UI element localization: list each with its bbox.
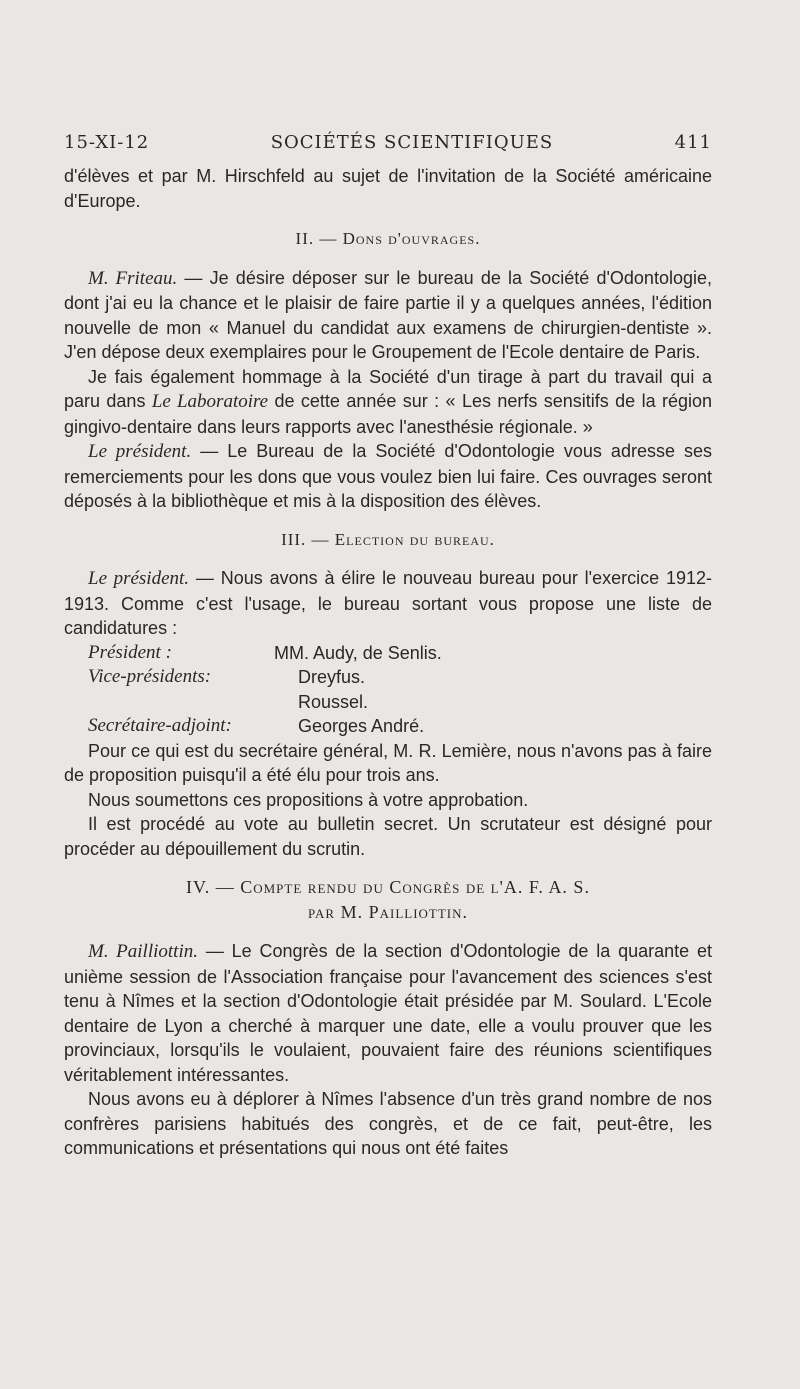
candidate-row <box>64 690 712 715</box>
page-body <box>64 164 712 1161</box>
candidate-row <box>64 641 712 666</box>
paragraph-text: de cette année sur : « Les nerfs sensitifs de la région gingivo-dentaire dans leurs rapports avec l'anesthésie régionale. » <box>64 391 713 437</box>
candidate-row <box>64 665 712 690</box>
paragraph-continuation: d'élèves et par M. Hirschfeld au sujet de l'invitation de la Société américaine d'Europe. <box>64 166 712 211</box>
candidate-row <box>64 714 712 739</box>
paragraph-nimes: Nous avons eu à déplorer à Nîmes l'absence d'un très grand nombre de nos confrères parisiens habitués des congrès, et de ce fait, peut-être, les communications et présentations qui nous ont été faites <box>64 1089 712 1158</box>
paragraph-approbation: Nous soumettons ces propositions à votre approbation. <box>88 789 529 810</box>
speaker-name: M. Friteau. <box>88 267 178 289</box>
paragraph-president-thanks <box>64 439 712 514</box>
paragraph-pailliottin <box>64 939 712 1087</box>
speaker-name: Le président. <box>88 441 192 462</box>
paragraph-hommage <box>64 365 712 440</box>
paragraph-text: — Nous avons à élire le nouveau bureau pour l'exercice 1912-1913. Comme c'est l'usage, le bureau sortant vous propose une liste de candidatures : <box>64 568 713 638</box>
candidate-name: Georges André. <box>298 716 425 736</box>
section-heading-line: par M. Pailliottin. <box>307 902 469 922</box>
candidate-role: Secrétaire-adjoint: <box>88 715 232 736</box>
candidate-name: Roussel. <box>298 691 369 712</box>
paragraph-text: — Le Congrès de la section d'Odontologie de la quarante et unième session de l'Association française pour l'avancement des sciences s'est tenu à Nîmes et la section d'Odontologie était présidée par M. Soulard. L'Ecole dentaire de Lyon a cherché à marquer une date, elle a voulu prouver que les provinciaux, lorsqu'ils le voulaient, pouvaient faire des réunions scientifiques véritablement intéressantes. <box>64 941 712 1085</box>
candidate-role: Vice-présidents: <box>88 666 212 687</box>
candidate-name: Dreyfus. <box>298 667 366 687</box>
candidate-role: Président : <box>88 641 172 663</box>
paragraph-president-election <box>64 566 712 641</box>
paragraph-text: Je fais également hommage à la Société d'un tirage à part du travail qui a paru dans <box>64 366 712 411</box>
speaker-name: Le président. <box>88 568 190 589</box>
paragraph-text: — Le Bureau de la Société d'Odontologie vous adresse ses remerciements pour les dons que vous voulez bien lui faire. Ces ouvrages seront déposés à la bibliothèque et mis à la disposition des élèves. <box>64 441 712 511</box>
candidate-name: MM. Audy, de Senlis. <box>274 642 442 663</box>
running-header <box>64 132 712 153</box>
section-heading-election: III. — Election du bureau. <box>281 529 495 549</box>
section-heading-line: IV. — Compte rendu du Congrès de l'A. F. A. S. <box>186 877 590 897</box>
header-date: 15-XI-12 <box>64 132 150 153</box>
header-title: SOCIÉTÉS SCIENTIFIQUES <box>270 132 554 153</box>
paragraph-secretary: Pour ce qui est du secrétaire général, M. R. Lemière, nous n'avons pas à faire de proposition puisqu'il a été élu pour trois ans. <box>64 740 712 785</box>
candidates-list <box>64 641 712 739</box>
page-number: 411 <box>674 132 712 153</box>
paragraph-text: — Je désire déposer sur le bureau de la Société d'Odontologie, dont j'ai eu la chance et le plaisir de faire partie il y a quelques années, l'édition nouvelle de mon « Manuel du candidat aux examens de chirurgien-dentiste ». J'en dépose deux exemplaires pour le Groupement de l'Ecole dentaire de Paris. <box>64 267 712 362</box>
paragraph-vote: Il est procédé au vote au bulletin secret. Un scrutateur est désigné pour procéder au dépouillement du scrutin. <box>64 814 712 859</box>
journal-title: Le Laboratoire <box>151 391 269 412</box>
paragraph-friteau <box>64 266 712 365</box>
section-heading-congres <box>64 875 712 925</box>
speaker-name: M. Pailliottin. <box>88 941 198 962</box>
section-heading-dons: II. — Dons d'ouvrages. <box>295 229 481 248</box>
